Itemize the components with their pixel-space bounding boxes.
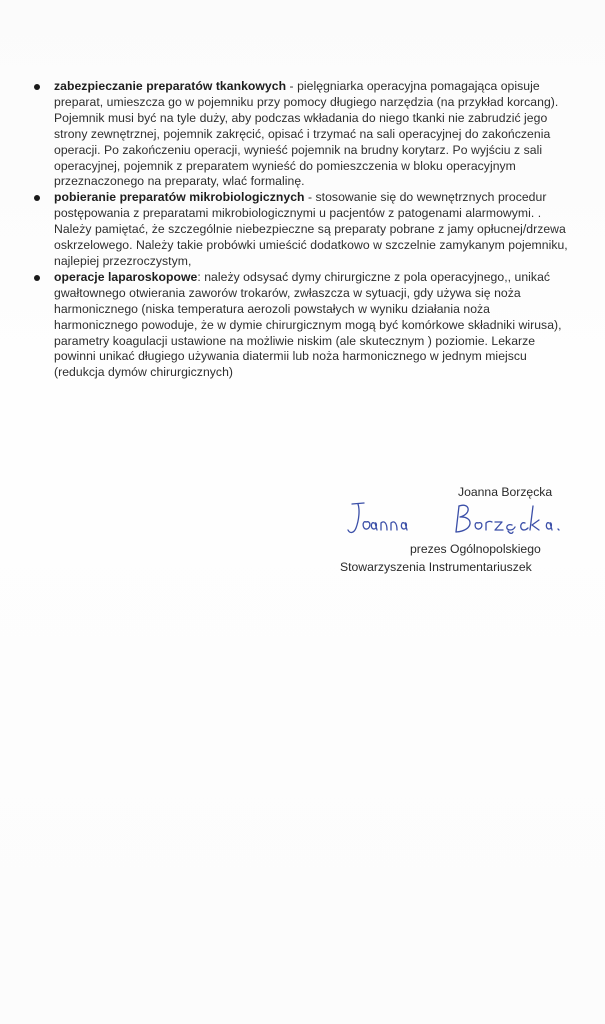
item-text: : należy odsysać dymy chirurgiczne z pola operacyjnego,, unikać gwałtownego otwierania zaworów trokarów, zwłaszcza w sytuacji, gdy używa się noża harmonicznego (niska temperatura aerozoli powstałych w wyniku działania noża harmonicznego powoduje, że w dymie chirurgicznym mogą być komórkowe składniki wirusa), parametry koagulacji ustawione na możliwie niskim (ale skutecznym ) poziomie. Lekarze powinni unikać długiego używania diatermii lub noża harmonicznego w jednym miejscu (redukcja dymów chirurgicznych) xyxy=(54,269,562,380)
signatory-organization: Stowarzyszenia Instrumentariuszek xyxy=(340,560,532,574)
item-heading: zabezpieczanie preparatów tkankowych xyxy=(54,79,287,93)
item-text: - stosowanie się do wewnętrznych procedur postępowania z preparatami mikrobiologicznymi u pacjentów z patogenami alarmowymi. . Należy pamiętać, że szczególnie niebezpieczne są preparaty pobrane z jamy opłucnej/drzewa oskrzelowego. Należy takie probówki umieścić dodatkowo w szczelnie zamykanym pojemniku, najlepiej przezroczystym, xyxy=(54,190,568,268)
list-item xyxy=(32,190,577,270)
signatory-name: Joanna Borzęcka xyxy=(458,485,553,499)
bullet-icon xyxy=(34,275,40,281)
list-item xyxy=(32,79,577,190)
signatory-role: prezes Ogólnopolskiego xyxy=(410,542,541,556)
handwritten-signature xyxy=(344,496,604,540)
item-heading: operacje laparoskopowe xyxy=(54,269,198,284)
item-heading: pobieranie preparatów mikrobiologicznych xyxy=(54,190,305,205)
bullet-list xyxy=(32,79,577,381)
item-text: - pielęgniarka operacyjna pomagająca opisuje preparat, umieszcza go w pojemniku przy pomocy długiego narzędzia (na przykład korcang). Pojemnik musi być na tyle duży, aby podczas wkładania do niego tkanki nie zabrudzić jego strony zewnętrznej, pojemnik zakręcić, opisać i trzymać na sali operacyjnej do zakończenia operacji. Po zakończeniu operacji, wynieść pojemnik na brudny korytarz. Po wyjściu z sali operacyjnej, pojemnik z preparatem wynieść do pomieszczenia w bloku operacyjnym przeznaczonego na preparaty, wlać formalinę. xyxy=(54,79,559,189)
list-item xyxy=(32,270,577,381)
bullet-icon xyxy=(34,195,40,201)
bullet-icon xyxy=(34,84,40,90)
